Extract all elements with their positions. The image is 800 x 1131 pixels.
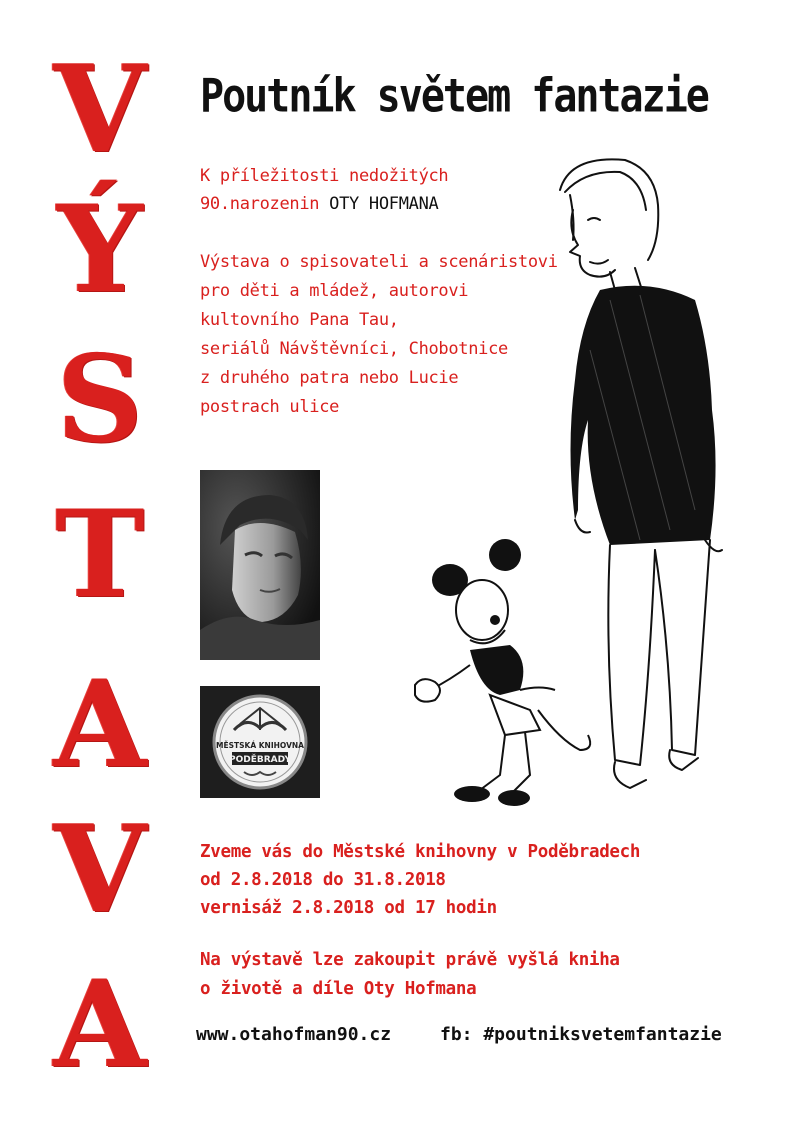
- book-note: [200, 946, 760, 1004]
- invitation-block: [200, 838, 760, 922]
- man-legs: [575, 520, 722, 788]
- author-portrait-photo: [200, 470, 320, 660]
- vertical-letter: V: [53, 39, 147, 180]
- intro-line: K příležitosti nedožitých: [200, 166, 449, 186]
- website-link[interactable]: www.otahofman90.cz: [196, 1024, 392, 1045]
- mouse-drawing: [415, 539, 590, 806]
- vertical-letter: T: [55, 484, 145, 625]
- author-name: OTY HOFMANA: [329, 194, 439, 214]
- facebook-hashtag[interactable]: fb: #poutniksvetemfantazie: [440, 1024, 722, 1045]
- book-note-line: Na výstavě lze zakoupit právě vyšlá kniha: [200, 950, 620, 970]
- library-logo-emblem: [200, 686, 320, 798]
- man-sweater: [571, 286, 716, 545]
- vertical-letter: Ý: [57, 179, 143, 320]
- invitation-line: Zveme vás do Městské knihovny v Poděbradech: [200, 842, 641, 862]
- illustration-man-and-mouse: [410, 150, 740, 810]
- vertical-letter: S: [56, 329, 144, 470]
- description-line: postrach ulice: [200, 397, 340, 417]
- logo-line-1: MĚSTSKÁ KNIHOVNA: [216, 741, 304, 750]
- portrait-image: [200, 470, 320, 660]
- vertical-letter: A: [53, 954, 147, 1095]
- description-line: kultovního Pana Tau,: [200, 310, 399, 330]
- invitation-dates: od 2.8.2018 do 31.8.2018: [200, 870, 446, 890]
- logo-line-2: PODĚBRADY: [229, 755, 291, 765]
- description-line: seriálů Návštěvníci, Chobotnice: [200, 339, 508, 359]
- man-drawing: [560, 159, 658, 290]
- vertical-letter: V: [53, 799, 147, 940]
- description-line: z druhého patra nebo Lucie: [200, 368, 459, 388]
- footer: [196, 1024, 776, 1045]
- library-logo: [200, 686, 320, 798]
- description-line: pro děti a mládež, autorovi: [200, 281, 469, 301]
- vertical-letter: A: [53, 654, 147, 795]
- invitation-vernissage: vernisáž 2.8.2018 od 17 hodin: [200, 898, 497, 918]
- page-title: Poutník světem fantazie: [200, 70, 708, 123]
- description-line: Výstava o spisovateli a scenáristovi: [200, 252, 558, 272]
- intro-anniversary: 90.narozenin: [200, 194, 320, 214]
- book-note-line: o životě a díle Oty Hofmana: [200, 979, 477, 999]
